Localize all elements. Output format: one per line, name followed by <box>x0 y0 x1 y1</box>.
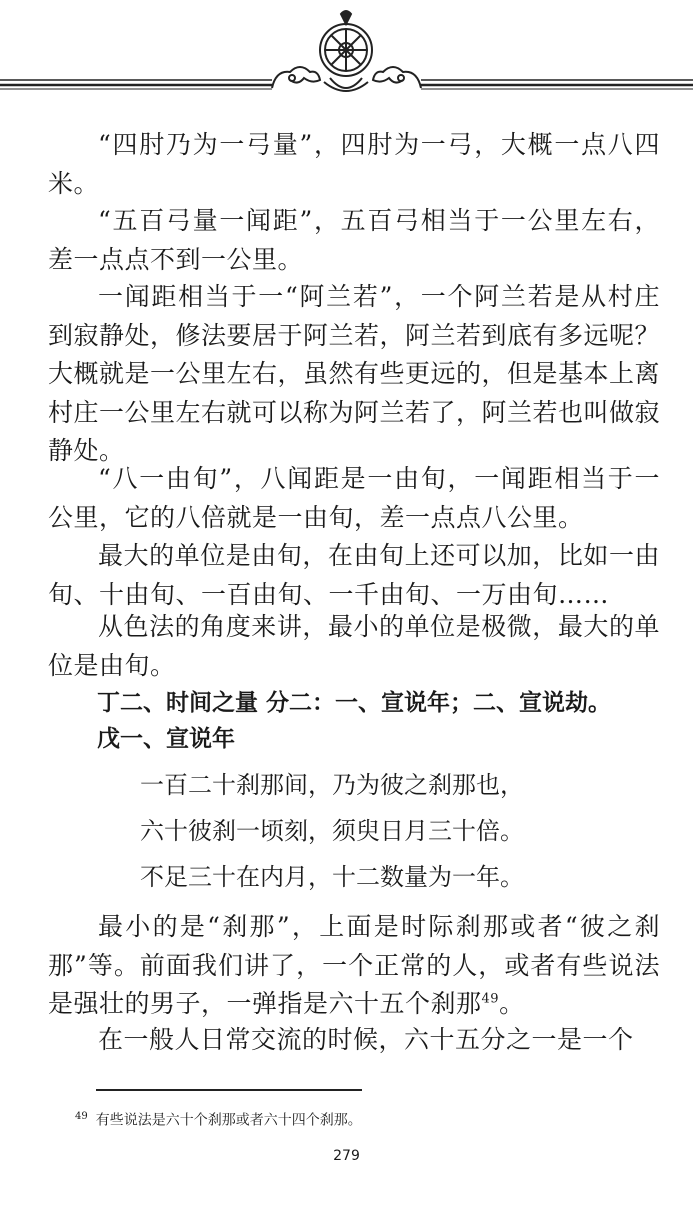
paragraph-1: “四肘乃为一弓量”，四肘为一弓，大概一点八四米。 <box>48 130 660 198</box>
footnote-text: 有些说法是六十个刹那或者六十四个刹那。 <box>95 1112 362 1129</box>
header-rule-right <box>421 80 693 89</box>
header-ornament <box>0 0 693 100</box>
paragraph-8: 在一般人日常交流的时候，六十五分之一是一个 <box>98 1025 634 1054</box>
paragraph-7: 最小的是“刹那”，上面是时际刹那或者“彼之刹那”等。前面我们讲了，一个正常的人，或者有些说法是强壮的男子，一弹指是六十五个刹那$^{49}$。 <box>48 912 660 1018</box>
footnote <box>75 1107 362 1131</box>
verse-line-1: 一百二十刹那间，乃为彼之刹那也， <box>140 771 524 799</box>
header-rule-left <box>0 80 272 89</box>
dharma-wheel-icon <box>320 11 372 91</box>
cloud-ornament-left-icon <box>272 67 320 88</box>
paragraph-6: 从色法的角度来讲，最小的单位是极微，最大的单位是由旬。 <box>48 612 660 680</box>
paragraph-7-text: 最小的是“刹那”，上面是时际刹那或者“彼之刹那”等。前面我们讲了，一个正常的人，或者有些说法是强壮的男子，一弹指是六十五个刹那 <box>48 912 660 1018</box>
paragraph-2: “五百弓量一闻距”，五百弓相当于一公里左右，差一点点不到一公里。 <box>48 206 660 274</box>
verse-line-3: 不足三十在内月，十二数量为一年。 <box>140 863 524 891</box>
footnote-number: 49 <box>75 1111 88 1122</box>
paragraph-3: 一闻距相当于一“阿兰若”，一个阿兰若是从村庄到寂静处，修法要居于阿兰若，阿兰若到底有多远呢？大概就是一公里左右，虽然有些更远的，但是基本上离村庄一公里左右就可以称为阿兰若了，阿兰若也叫做寂静处。 <box>48 282 661 465</box>
paragraph-4: “八一由旬”，八闻距是一由旬，一闻距相当于一公里，它的八倍就是一由旬，差一点点八公里。 <box>48 464 660 532</box>
cloud-ornament-right-icon <box>373 67 421 88</box>
verse-line-2: 六十彼刹一顷刻，须臾日月三十倍。 <box>140 817 524 845</box>
section-heading: 丁二、时间之量 分二：一、宣说年；二、宣说劫。 <box>97 690 612 716</box>
footnote-reference[interactable]: 49 <box>481 991 500 1007</box>
page-number: 279 <box>333 1148 360 1164</box>
subsection-heading: 戊一、宣说年 <box>97 726 235 752</box>
paragraph-5: 最大的单位是由旬，在由旬上还可以加，比如一由旬、十由旬、一百由旬、一千由旬、一万由旬…… <box>48 541 660 609</box>
footnote-divider <box>96 1089 362 1091</box>
